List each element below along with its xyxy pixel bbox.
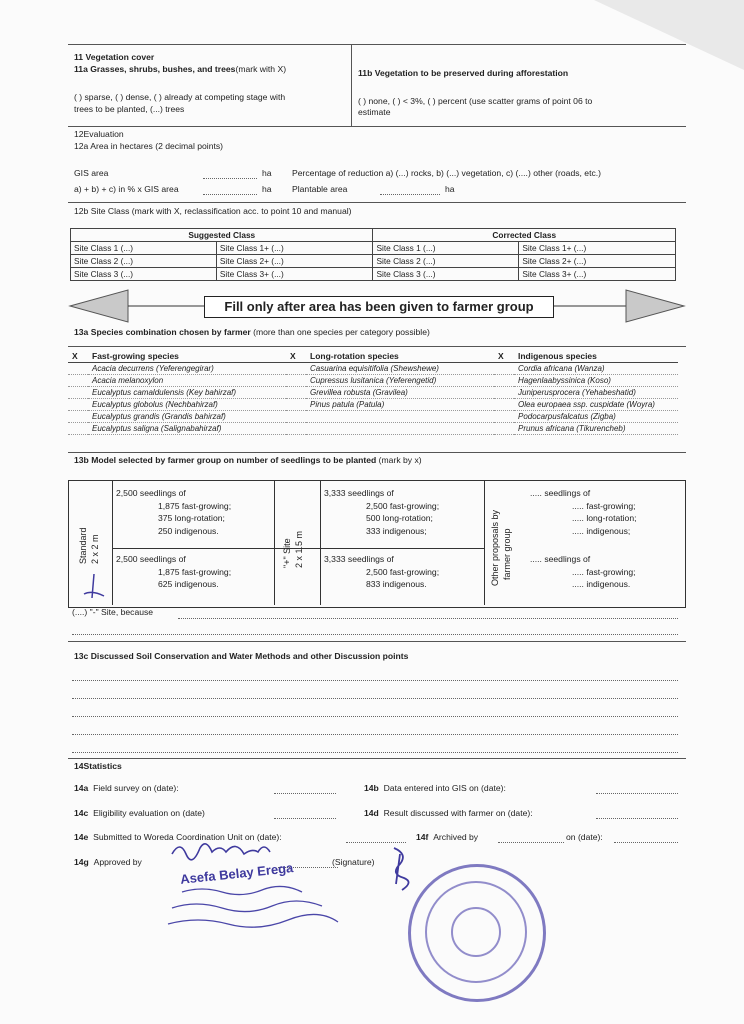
s11a-options-line1[interactable]: ( ) sparse, ( ) dense, ( ) already at competing stage with [74, 92, 286, 102]
other-proposals-label: Other proposals by [490, 509, 500, 586]
species-mark-cell[interactable] [286, 399, 306, 411]
s13a-note: (more than one species per category possible) [253, 327, 430, 337]
s13c-title: 13c Discussed Soil Conservation and Water Methods and other Discussion points [74, 651, 409, 661]
indigenous-species-item: Hagenlaabyssinica (Koso) [514, 375, 678, 387]
s14-title: 14Statistics [74, 761, 122, 771]
standard-option-2[interactable] [116, 553, 231, 591]
plus-site-spacing: 2 x 1.5 m [294, 530, 304, 568]
gis-entry-date-field[interactable] [596, 781, 678, 794]
fast-species-item: Acacia melanoxylon [88, 375, 286, 387]
s14f-code: 14f [416, 832, 429, 842]
fast-species-item: Eucalyptus camaldulensis (Key bahirzaf) [88, 387, 286, 399]
plus2-line: 2,500 fast-growing; [366, 566, 440, 577]
other-proposal-2[interactable] [530, 553, 636, 591]
suggested-class-header: Suggested Class [71, 229, 373, 242]
std1-line: 375 long-rotation; [158, 513, 225, 523]
s14d-code: 14d [364, 808, 379, 818]
indigenous-species-item: Podocarpusfalcatus (Zigba) [514, 411, 678, 423]
other1-line: ..... long-rotation; [572, 513, 637, 523]
plus-site-option-1[interactable] [324, 487, 439, 537]
species-mark-cell[interactable] [494, 423, 514, 435]
plus1-line: 500 long-rotation; [366, 513, 433, 523]
abc-area-label: a) + b) + c) in % x GIS area [74, 184, 179, 194]
gis-area-label: GIS area [74, 168, 109, 178]
s14a-row [74, 783, 179, 794]
s14b-label: Data entered into GIS on (date): [383, 783, 506, 793]
s12b-title: 12b Site Class (mark with X, reclassification acc. to point 10 and manual) [74, 206, 352, 216]
fast-species-header: Fast-growing species [88, 350, 286, 363]
s14g-label: Approved by [93, 857, 142, 867]
other2-line: ..... indigenous. [572, 579, 631, 589]
plus-site-label: "+" Site [282, 538, 292, 568]
species-mark-cell[interactable] [68, 399, 88, 411]
s11b-options-line2: estimate [358, 107, 391, 117]
s14e-code: 14e [74, 832, 89, 842]
species-row [68, 363, 678, 375]
species-mark-cell[interactable] [68, 387, 88, 399]
minus-site-reason-field-2[interactable] [72, 622, 678, 635]
species-mark-cell[interactable] [68, 375, 88, 387]
indig-x-header: X [494, 350, 514, 363]
plus2-line: 833 indigenous. [366, 579, 427, 589]
eligibility-date-field[interactable] [274, 806, 336, 819]
site-class-cell[interactable]: Site Class 2 (...) [71, 255, 217, 268]
species-row [68, 411, 678, 423]
handwritten-signature [386, 844, 416, 892]
abc-area-field[interactable] [203, 182, 257, 195]
abc-area-unit: ha [262, 184, 272, 194]
discussion-line[interactable] [72, 668, 678, 681]
site-class-row [71, 255, 676, 268]
standard-option-1[interactable] [116, 487, 231, 537]
site-class-cell[interactable]: Site Class 3+ (...) [216, 268, 373, 281]
discussion-line[interactable] [72, 740, 678, 753]
long-species-item: Cupressus lusitanica (Yeferengetid) [306, 375, 494, 387]
std2-line: 2,500 seedlings of [116, 554, 186, 564]
s11-title: 11 Vegetation cover [74, 52, 155, 62]
fast-species-item: Acacia decurrens (Yeferengegirar) [88, 363, 286, 375]
s11a-mark-note: (mark with X) [235, 64, 287, 74]
plus1-line: 2,500 fast-growing; [366, 500, 440, 511]
s11b-title: 11b Vegetation to be preserved during afforestation [358, 68, 569, 78]
s14c-row [74, 808, 205, 819]
species-row [68, 375, 678, 387]
species-mark-cell[interactable] [286, 375, 306, 387]
s14b-row [364, 783, 506, 794]
s14c-code: 14c [74, 808, 89, 818]
s14g-row [74, 857, 142, 868]
fast-species-item: Eucalyptus saligna (Salignabahirzaf) [88, 423, 286, 435]
species-mark-cell[interactable] [286, 363, 306, 375]
species-mark-cell[interactable] [494, 363, 514, 375]
approver-name-stamp: Asefa Belay Erega [179, 860, 294, 887]
fast-x-header: X [68, 350, 88, 363]
site-class-cell[interactable]: Site Class 3 (...) [373, 268, 519, 281]
species-row [68, 423, 678, 435]
plus-site-option-2[interactable] [324, 553, 439, 591]
site-class-cell[interactable]: Site Class 2+ (...) [519, 255, 676, 268]
s14f-label: Archived by [433, 832, 479, 842]
std1-line: 1,875 fast-growing; [158, 500, 232, 511]
std2-line: 1,875 fast-growing; [158, 566, 232, 577]
species-row [68, 399, 678, 411]
s14g-code: 14g [74, 857, 89, 867]
discussion-line[interactable] [72, 686, 678, 699]
s14a-label: Field survey on (date): [93, 783, 179, 793]
s11a-title-text: 11a Grasses, shrubs, bushes, and trees [74, 64, 236, 74]
long-x-header: X [286, 350, 306, 363]
site-class-cell[interactable]: Site Class 3 (...) [71, 268, 217, 281]
species-mark-cell[interactable] [494, 399, 514, 411]
archived-date-field[interactable] [614, 830, 678, 843]
s14c-label: Eligibility evaluation on (date) [93, 808, 205, 818]
plus1-line: 333 indigenous; [366, 525, 427, 536]
s11b-options-line1[interactable]: ( ) none, ( ) < 3%, ( ) percent (use scatter grams of point 06 to [358, 96, 593, 106]
site-class-table [70, 228, 676, 281]
gis-area-field[interactable] [203, 166, 257, 179]
standard-spacing: 2 x 2 m [90, 534, 100, 564]
gis-area-unit: ha [262, 168, 272, 178]
fast-species-item: Eucalyptus grandis (Grandis bahirzaf) [88, 411, 286, 423]
fast-species-item: Eucalyptus globolus (Nechbahirzaf) [88, 399, 286, 411]
result-discussed-date-field[interactable] [596, 806, 678, 819]
other1-line: ..... seedlings of [530, 488, 591, 498]
s12a-title: 12a Area in hectares (2 decimal points) [74, 141, 224, 151]
plantable-area-unit: ha [445, 184, 455, 194]
site-class-cell[interactable]: Site Class 2 (...) [373, 255, 519, 268]
species-mark-cell[interactable] [68, 411, 88, 423]
long-species-item: Pinus patula (Patula) [306, 399, 494, 411]
s11a-title [74, 64, 286, 75]
indigenous-species-item: Juniperusprocera (Yehabeshatid) [514, 387, 678, 399]
site-class-cell[interactable]: Site Class 1+ (...) [519, 242, 676, 255]
s13b-title-text: 13b Model selected by farmer group on number of seedlings to be planted [74, 455, 377, 465]
std1-line: 2,500 seedlings of [116, 488, 186, 498]
std2-line: 625 indigenous. [158, 579, 219, 589]
s13a-title-text: 13a Species combination chosen by farmer [74, 327, 251, 337]
fill-after-area-banner: Fill only after area has been given to farmer group [204, 296, 554, 318]
s11a-options-line2[interactable]: trees to be planted, (...) trees [74, 104, 185, 114]
reduction-percentage-text[interactable]: Percentage of reduction a) (...) rocks, b) (...) vegetation, c) (....) other (roads, etc.) [292, 168, 602, 178]
site-class-cell[interactable]: Site Class 1 (...) [71, 242, 217, 255]
standard-label: Standard [78, 527, 88, 564]
long-species-item: Grevillea robusta (Gravilea) [306, 387, 494, 399]
indigenous-species-header: Indigenous species [514, 350, 678, 363]
species-mark-cell[interactable] [494, 375, 514, 387]
other-proposal-1[interactable] [530, 487, 637, 537]
folded-corner [594, 0, 744, 70]
std1-line: 250 indigenous. [158, 525, 219, 536]
species-mark-cell[interactable] [494, 411, 514, 423]
signature-label: (Signature) [332, 857, 375, 867]
indigenous-species-item: Olea europaea ssp. cuspidate (Woyra) [514, 399, 678, 411]
corrected-class-header: Corrected Class [373, 229, 676, 242]
minus-site-reason-field[interactable] [178, 606, 678, 619]
other2-line: ..... fast-growing; [572, 566, 636, 577]
woreda-submission-date-field[interactable] [346, 830, 406, 843]
species-mark-cell[interactable] [286, 387, 306, 399]
s14d-label: Result discussed with farmer on (date): [383, 808, 533, 818]
indigenous-species-item: Prunus africana (Tikurencheb) [514, 423, 678, 435]
s14a-code: 14a [74, 783, 89, 793]
plantable-area-label: Plantable area [292, 184, 348, 194]
s14f-row [416, 832, 478, 843]
s14b-code: 14b [364, 783, 379, 793]
archived-by-field[interactable] [498, 830, 564, 843]
handwritten-approver-name [168, 834, 348, 864]
s12-title: 12Evaluation [74, 129, 124, 139]
other1-line: ..... fast-growing; [572, 500, 636, 511]
field-survey-date-field[interactable] [274, 781, 336, 794]
official-round-stamp [408, 864, 546, 1002]
plus2-line: 3,333 seedlings of [324, 554, 394, 564]
s14d-row [364, 808, 533, 819]
other2-line: ..... seedlings of [530, 554, 591, 564]
minus-site-label: (....) "-" Site, because [72, 607, 154, 617]
site-class-row [71, 268, 676, 281]
s13b-title [74, 455, 422, 466]
s14f-on-label: on (date): [566, 832, 603, 842]
species-mark-cell[interactable] [68, 363, 88, 375]
species-mark-cell[interactable] [68, 423, 88, 435]
species-row [68, 387, 678, 399]
species-mark-cell[interactable] [494, 387, 514, 399]
s13a-title [74, 327, 430, 338]
long-species-item: Casuarina equisitifolia (Shewshewe) [306, 363, 494, 375]
s14e-label: Submitted to Woreda Coordination Unit on (date): [93, 832, 282, 842]
species-table [68, 350, 678, 435]
stamp-center-emblem [451, 907, 501, 957]
discussion-line[interactable] [72, 704, 678, 717]
site-class-row [71, 242, 676, 255]
plantable-area-field[interactable] [380, 182, 440, 195]
site-class-cell[interactable]: Site Class 1+ (...) [216, 242, 373, 255]
long-species-header: Long-rotation species [306, 350, 494, 363]
indigenous-species-item: Cordia africana (Wanza) [514, 363, 678, 375]
other1-line: ..... indigenous; [572, 525, 631, 536]
approver-stamp-amharic-lines [162, 884, 352, 936]
other-proposals-label-2: farmer group [502, 528, 512, 580]
s13b-mark-note: (mark by x) [378, 455, 422, 465]
plus1-line: 3,333 seedlings of [324, 488, 394, 498]
site-class-cell[interactable]: Site Class 1 (...) [373, 242, 519, 255]
site-class-cell[interactable]: Site Class 2+ (...) [216, 255, 373, 268]
site-class-cell[interactable]: Site Class 3+ (...) [519, 268, 676, 281]
handwritten-check-mark [82, 572, 106, 602]
discussion-line[interactable] [72, 722, 678, 735]
